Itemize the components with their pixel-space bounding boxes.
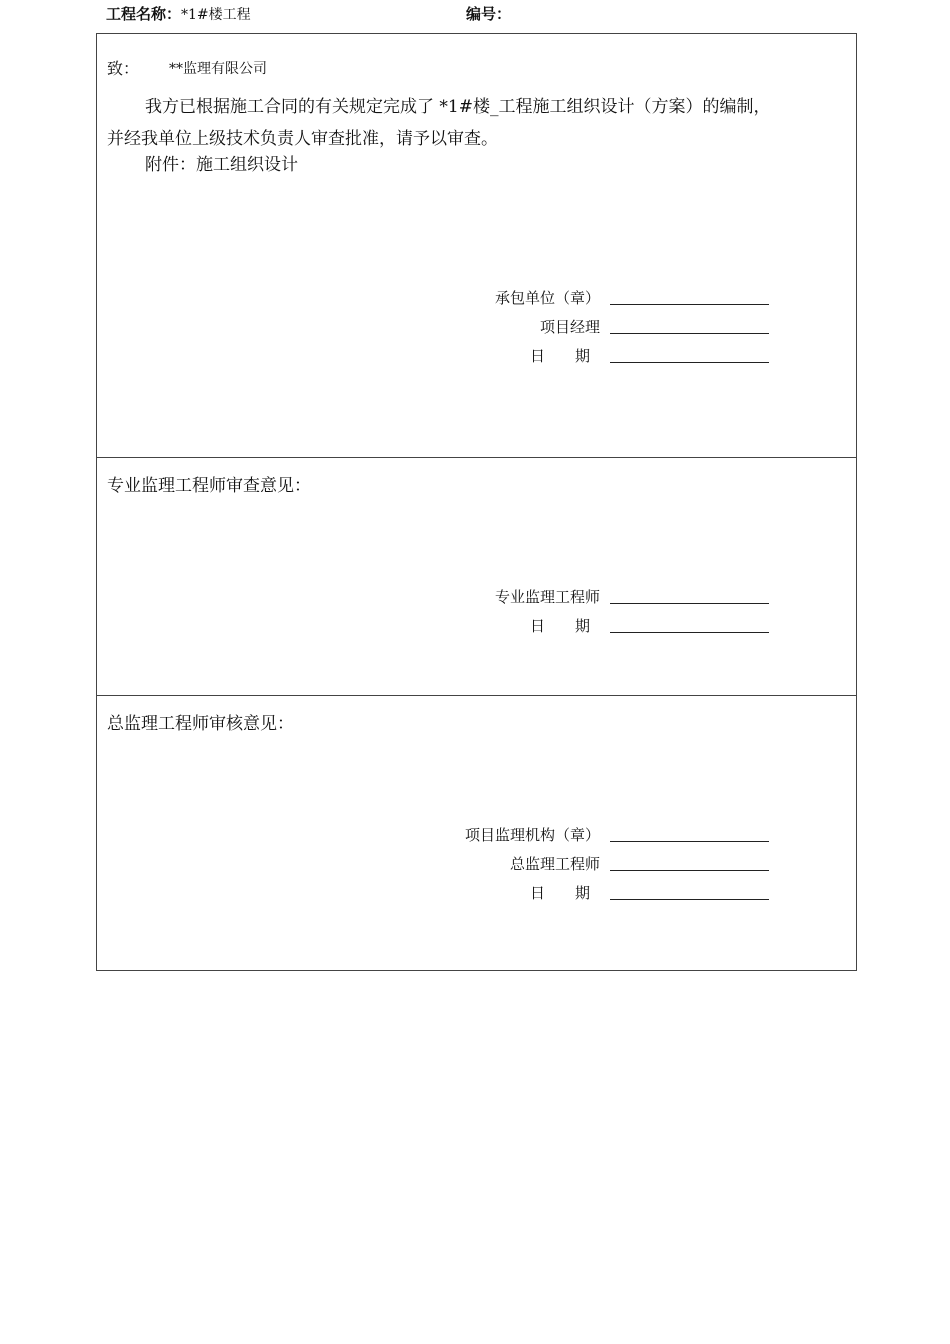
supervision-org-seal-line: [610, 841, 769, 842]
specialist-review-section: [97, 458, 856, 696]
chief-review-title: 总监理工程师审核意见：: [107, 714, 294, 734]
attachment-text: 附件：施工组织设计: [145, 155, 298, 175]
submission-section: [97, 34, 856, 458]
submission-date-label: 日 期: [529, 347, 590, 365]
body-text-line-1: 我方已根据施工合同的有关规定完成了 *1#楼_工程施工组织设计（方案）的编制，: [145, 97, 771, 117]
chief-date-line: [610, 899, 769, 900]
recipient-label: 致：: [107, 59, 140, 78]
supervision-org-seal-label: 项目监理机构（章）: [464, 826, 600, 844]
document-number-field: [466, 3, 511, 24]
specialist-date-line: [610, 632, 769, 633]
chief-engineer-line: [610, 870, 769, 871]
recipient-value: **监理有限公司: [169, 61, 267, 77]
specialist-date-label: 日 期: [529, 617, 590, 635]
submission-date-line: [610, 362, 769, 363]
specialist-review-title: 专业监理工程师审查意见：: [107, 476, 311, 496]
contractor-seal-label: 承包单位（章）: [494, 289, 600, 307]
submission-form: [96, 33, 857, 971]
project-manager-line: [610, 333, 769, 334]
chief-engineer-label: 总监理工程师: [509, 855, 600, 873]
chief-date-label: 日 期: [529, 884, 590, 902]
project-name-field: [106, 3, 251, 24]
contractor-seal-line: [610, 304, 769, 305]
document-number-label: 编号：: [466, 5, 512, 23]
project-name-value: *1#楼工程: [181, 7, 251, 23]
specialist-engineer-line: [610, 603, 769, 604]
body-text-line-2: 并经我单位上级技术负责人审查批准，请予以审查。: [107, 129, 498, 149]
specialist-engineer-label: 专业监理工程师: [494, 588, 600, 606]
project-name-label: 工程名称：: [106, 5, 182, 23]
chief-review-section: [97, 696, 856, 972]
project-manager-label: 项目经理: [539, 318, 600, 336]
